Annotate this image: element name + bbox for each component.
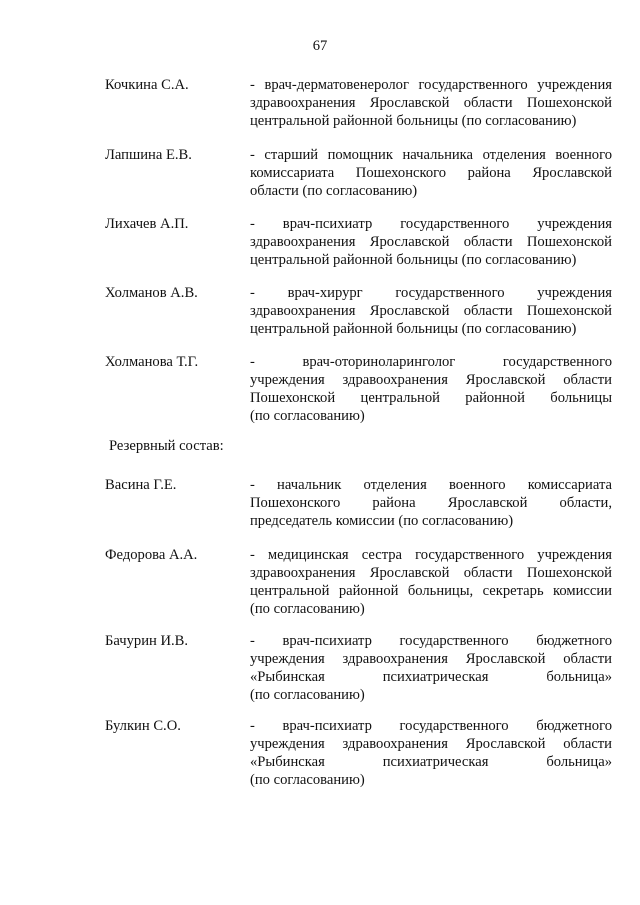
member-description (250, 215, 612, 269)
description-line: здравоохранения Ярославской области Пошехонской (250, 95, 612, 111)
description-line: центральной районной больницы (по согласованию) (250, 113, 577, 129)
description-line: - врач-хирург государственного учреждения (250, 285, 612, 301)
description-line: учреждения здравоохранения Ярославской области (250, 736, 612, 752)
description-line: центральной районной больницы (по согласованию) (250, 252, 577, 268)
description-line: - врач-оториноларинголог государственного (250, 354, 612, 370)
member-description (250, 284, 612, 338)
description-line: «Рыбинская психиатрическая больница» (250, 754, 612, 770)
description-line: - старший помощник начальника отделения военного (250, 147, 612, 163)
description-line: председатель комиссии (по согласованию) (250, 513, 514, 529)
description-line: - врач-психиатр государственного учреждения (250, 216, 612, 232)
description-line: центральной районной больницы, секретарь комиссии (250, 583, 612, 599)
description-line: здравоохранения Ярославской области Пошехонской (250, 303, 612, 319)
description-line: (по согласованию) (250, 687, 365, 703)
description-line: - врач-психиатр государственного бюджетного (250, 633, 612, 649)
member-name: Федорова А.А. (105, 547, 198, 563)
member-description (250, 476, 612, 530)
description-line: (по согласованию) (250, 772, 365, 788)
member-name: Лапшина Е.В. (105, 147, 192, 163)
member-description (250, 353, 612, 425)
description-line: учреждения здравоохранения Ярославской области (250, 651, 612, 667)
description-line: учреждения здравоохранения Ярославской области (250, 372, 612, 388)
description-line: (по согласованию) (250, 601, 365, 617)
member-name: Лихачев А.П. (105, 216, 189, 232)
member-name: Васина Г.Е. (105, 477, 177, 493)
description-line: - врач-дерматовенеролог государственного учреждения (250, 77, 612, 93)
member-description (250, 546, 612, 618)
member-description (250, 76, 612, 130)
description-line: здравоохранения Ярославской области Пошехонской (250, 565, 612, 581)
description-line: - врач-психиатр государственного бюджетного (250, 718, 612, 734)
description-line: - медицинская сестра государственного учреждения (250, 547, 612, 563)
description-line: (по согласованию) (250, 408, 365, 424)
member-name: Холманова Т.Г. (105, 354, 199, 370)
member-description (250, 717, 612, 789)
description-line: комиссариата Пошехонского района Ярославской (250, 165, 612, 181)
description-line: Пошехонского района Ярославской области, (250, 495, 612, 511)
description-line: Пошехонской центральной районной больницы (250, 390, 612, 406)
reserve-heading: Резервный состав: (109, 438, 224, 454)
description-line: «Рыбинская психиатрическая больница» (250, 669, 612, 685)
member-description (250, 632, 612, 704)
description-line: - начальник отделения военного комиссариата (250, 477, 612, 493)
member-name: Бачурин И.В. (105, 633, 189, 649)
member-description (250, 146, 612, 200)
member-name: Холманов А.В. (105, 285, 198, 301)
page-number: 67 (312, 38, 328, 54)
description-line: центральной районной больницы (по согласованию) (250, 321, 577, 337)
member-name: Кочкина С.А. (105, 77, 189, 93)
description-line: здравоохранения Ярославской области Пошехонской (250, 234, 612, 250)
description-line: области (по согласованию) (250, 183, 418, 199)
member-name: Булкин С.О. (105, 718, 181, 734)
